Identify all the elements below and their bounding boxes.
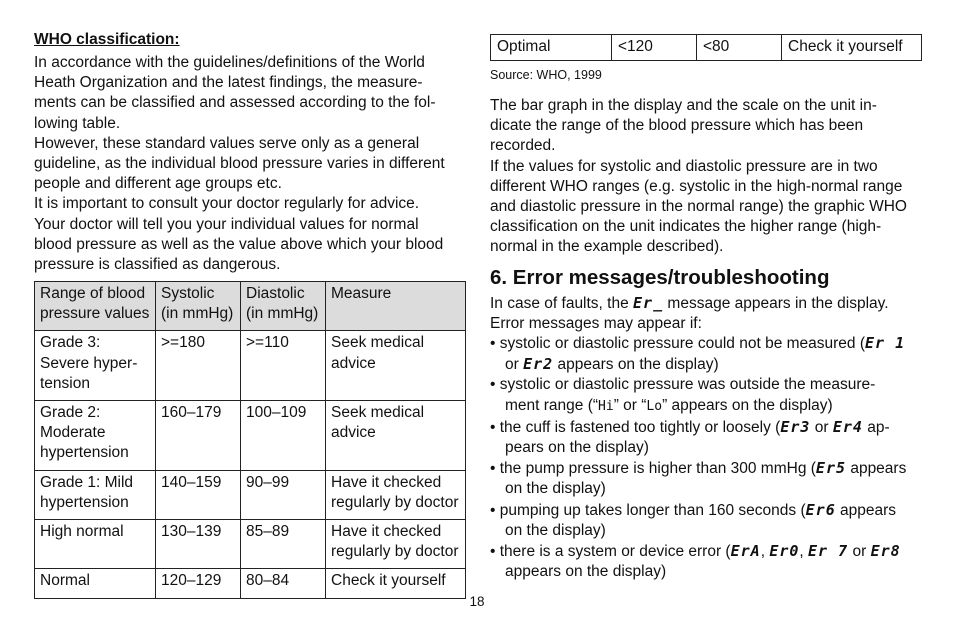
paragraph-line: It is important to consult your doctor regularly for advice. [34, 195, 420, 213]
table-cell [156, 401, 241, 471]
paragraph-line: classification on the unit indicates the higher range (high- [490, 218, 882, 236]
text: ” appears on the display) [662, 396, 833, 414]
cell-line: 90–99 [246, 473, 290, 491]
column-header [326, 282, 466, 331]
table-cell: Check it yourself [782, 35, 922, 61]
source-note: Source: WHO, 1999 [490, 68, 602, 82]
cell-line: Seek medical [331, 334, 425, 352]
table-cell [35, 520, 156, 569]
intro-paragraph [34, 53, 466, 275]
table-row [491, 35, 922, 61]
paragraph-line: lowing table. [34, 114, 121, 132]
bullet-line [490, 500, 924, 521]
cell-line: tension [40, 374, 90, 392]
paragraph-line: Heath Organization and the latest findings, the measure- [34, 74, 423, 92]
text: In case of faults, the [490, 295, 634, 312]
cell-line: Have it checked [331, 523, 442, 541]
text: appears [846, 460, 907, 478]
cell-line: regularly by doctor [331, 543, 459, 561]
text: appears on the display) [553, 356, 719, 374]
table-cell [156, 331, 241, 401]
text: ap- [862, 418, 890, 436]
column-header [241, 282, 326, 331]
table-row [35, 401, 466, 471]
cell-line: Severe hyper- [40, 354, 138, 372]
cell-line: 140–159 [161, 473, 222, 491]
cell-line: advice [331, 354, 376, 372]
table-cell [35, 331, 156, 401]
cell-line: Normal [40, 572, 90, 590]
error-code: Er8 [870, 542, 901, 561]
bullet-line: pears on the display) [505, 439, 649, 457]
text: message appears in the display. [663, 295, 889, 312]
paragraph-line: people and different age groups etc. [34, 175, 282, 193]
bullet-line [490, 333, 924, 354]
paragraph-line: and diastolic pressure in the normal range) the graphic WHO [490, 198, 907, 216]
bar-graph-paragraph [490, 96, 924, 258]
cell-line: Measure [331, 285, 392, 302]
paragraph-line: If the values for systolic and diastolic pressure are in two [490, 157, 878, 175]
text: • pumping up takes longer than 160 seconds ( [490, 501, 806, 519]
table-cell [35, 401, 156, 471]
table-header-row [35, 282, 466, 331]
cell-line: Range of blood [40, 285, 146, 302]
cell-line: Check it yourself [331, 572, 446, 590]
error-section-heading: 6. Error messages/troubleshooting [490, 266, 830, 289]
text: , [799, 543, 809, 561]
page-number: 18 [469, 594, 485, 609]
text: • there is a system or device error ( [490, 543, 731, 561]
bullet-line [490, 354, 924, 375]
list-item [490, 333, 924, 375]
paragraph-line: The bar graph in the display and the scale on the unit in- [490, 97, 877, 114]
cell-line: Grade 1: Mild [40, 473, 134, 491]
error-code: Er0 [769, 542, 800, 561]
list-item [490, 458, 924, 499]
bullet-line: on the display) [505, 521, 606, 539]
text: or [505, 356, 524, 374]
cell-line: High normal [40, 523, 124, 541]
error-code: Er 7 [808, 542, 849, 561]
error-code: Er 1 [865, 334, 906, 352]
text: or [848, 543, 871, 561]
paragraph-line: different WHO ranges (e.g. systolic in the high-normal range [490, 177, 903, 195]
cell-line: Grade 2: [40, 404, 101, 422]
table-cell [241, 520, 326, 569]
text: • the pump pressure is higher than 300 mmHg ( [490, 460, 816, 478]
list-item [490, 541, 924, 582]
cell-line: hypertension [40, 444, 129, 462]
error-code: ErA [730, 542, 761, 561]
error-code: Er3 [780, 417, 811, 436]
table-cell [156, 470, 241, 519]
table-row [35, 331, 466, 401]
error-bullet-list [490, 333, 924, 582]
error-intro-line [490, 293, 924, 314]
column-header [35, 282, 156, 331]
table-cell [326, 520, 466, 569]
table-cell [241, 401, 326, 471]
table-row [35, 520, 466, 569]
error-intro-line: Error messages may appear if: [490, 315, 702, 333]
cell-line: regularly by doctor [331, 493, 459, 511]
text: • the cuff is fastened too tightly or loosely ( [490, 418, 781, 436]
cell-line: 80–84 [246, 572, 290, 590]
bullet-line [490, 396, 924, 417]
cell-line: 160–179 [161, 404, 222, 422]
table-cell [326, 401, 466, 471]
cell-line: >=180 [161, 334, 205, 352]
table-cell: <80 [697, 35, 782, 61]
error-code: Er4 [832, 417, 863, 436]
paragraph-line: pressure is classified as dangerous. [34, 256, 281, 274]
bullet-line [490, 541, 924, 562]
error-intro [490, 293, 924, 334]
error-code: Er6 [805, 500, 836, 519]
text: appears [835, 501, 897, 519]
paragraph-line: blood pressure as well as the value above which your blood [34, 235, 444, 253]
cell-line: hypertension [40, 493, 129, 511]
bullet-line [490, 417, 924, 438]
table-cell: <120 [612, 35, 697, 61]
error-code: Er5 [815, 459, 847, 478]
bullet-line [490, 458, 924, 479]
text: ment range (“ [505, 396, 599, 414]
paragraph-line: Your doctor will tell you your individual values for normal [34, 215, 419, 233]
list-item [490, 500, 924, 541]
column-header [156, 282, 241, 331]
cell-line: (in mmHg) [161, 305, 234, 323]
cell-line: advice [331, 424, 376, 442]
cell-line: 100–109 [246, 404, 307, 422]
cell-line: Systolic [161, 285, 215, 302]
table-cell [241, 470, 326, 519]
cell-line: Have it checked [331, 473, 442, 491]
cell-line: pressure values [40, 305, 150, 323]
paragraph-line: dicate the range of the blood pressure which has been [490, 117, 864, 135]
list-item [490, 417, 924, 458]
cell-line: 85–89 [246, 523, 290, 541]
who-classification-heading: WHO classification: [34, 31, 180, 48]
bullet-line: on the display) [505, 480, 606, 498]
bullet-line: • systolic or diastolic pressure was outside the measure- [490, 376, 876, 394]
error-code-er: Er_ [633, 294, 664, 312]
paragraph-line: guideline, as the individual blood pressure varies in different [34, 155, 445, 173]
cell-line: (in mmHg) [246, 305, 319, 323]
cell-line: Diastolic [246, 285, 305, 302]
table-cell: Optimal [491, 35, 612, 61]
paragraph-line: ments can be classified and assessed according to the fol- [34, 94, 436, 112]
table-cell [241, 331, 326, 401]
cell-line: Grade 3: [40, 334, 101, 352]
display-code-lo: Lo [646, 398, 663, 414]
optimal-row-table [490, 34, 922, 61]
paragraph-line: normal in the example described). [490, 238, 724, 256]
text: • systolic or diastolic pressure could not be measured ( [490, 335, 866, 352]
paragraph-line: In accordance with the guidelines/definitions of the World [34, 54, 425, 71]
cell-line: 130–139 [161, 523, 222, 541]
list-item [490, 375, 924, 416]
table-cell [326, 331, 466, 401]
cell-line: 120–129 [161, 572, 222, 590]
error-code: Er2 [523, 355, 554, 374]
paragraph-line: However, these standard values serve only as a general [34, 134, 420, 152]
text: or [810, 418, 833, 436]
cell-line: Moderate [40, 424, 106, 442]
table-cell [326, 470, 466, 519]
paragraph-line: recorded. [490, 137, 556, 155]
table-cell [35, 470, 156, 519]
text: ” or “ [613, 396, 647, 414]
cell-line: >=110 [246, 334, 289, 352]
table-row [35, 470, 466, 519]
text: , [760, 543, 770, 561]
bullet-line: appears on the display) [505, 563, 667, 581]
display-code-hi: Hi [598, 398, 614, 414]
cell-line: Seek medical [331, 404, 425, 422]
who-classification-table [34, 281, 466, 599]
table-cell [156, 520, 241, 569]
